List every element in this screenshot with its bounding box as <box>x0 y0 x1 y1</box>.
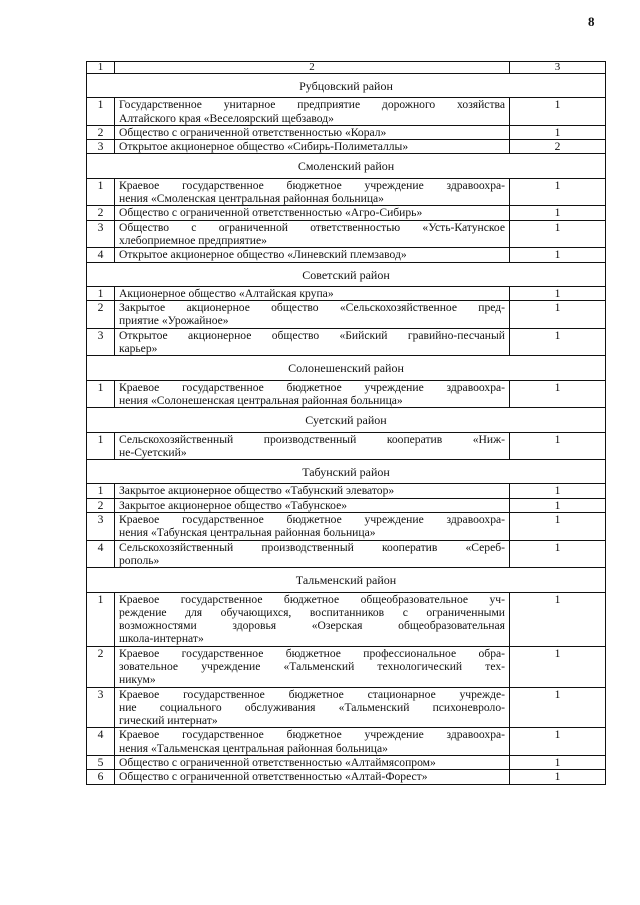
enterprise-name-line: Краевое государственное бюджетное учреждение здравоохра- <box>119 178 505 192</box>
quota-count: 1 <box>510 220 606 248</box>
enterprise-name-line: Краевое государственное бюджетное стационарное учрежде- <box>119 687 505 701</box>
quota-count: 1 <box>510 98 606 126</box>
enterprise-name-line: Краевое государственное бюджетное профессиональное обра- <box>119 646 505 660</box>
quota-count: 1 <box>510 301 606 329</box>
enterprise-name <box>115 206 510 220</box>
row-number: 2 <box>87 301 115 329</box>
row-number: 1 <box>87 432 115 460</box>
page-number: 8 <box>588 14 595 29</box>
enterprise-name-line: Краевое государственное бюджетное учреждение здравоохра- <box>119 728 505 742</box>
enterprise-name-line: Открытое акционерное общество «Сибирь-Полиметаллы» <box>119 140 409 154</box>
enterprise-name-line: не-Суетский» <box>119 445 187 459</box>
enterprise-name <box>115 770 510 784</box>
enterprise-name <box>115 484 510 498</box>
row-number: 3 <box>87 513 115 541</box>
table-row <box>87 178 606 206</box>
enterprise-name-line: Акционерное общество «Алтайская крупа» <box>119 286 334 300</box>
quota-count: 1 <box>510 646 606 687</box>
table-row <box>87 206 606 220</box>
enterprise-name-line: нения «Смоленская центральная районная больница» <box>119 192 384 206</box>
enterprise-name <box>115 592 510 646</box>
row-number: 2 <box>87 125 115 139</box>
enterprise-name-line: нения «Солонешенская центральная районная больница» <box>119 393 403 407</box>
enterprise-name-line: Открытое акционерное общество «Бийский гравийно-песчаный <box>119 328 505 342</box>
table-row <box>87 592 606 646</box>
enterprise-name-line: Открытое акционерное общество «Линевский племзавод» <box>119 248 407 262</box>
quota-count: 1 <box>510 432 606 460</box>
quota-count: 1 <box>510 484 606 498</box>
quota-count: 1 <box>510 206 606 220</box>
enterprise-name <box>115 380 510 408</box>
district-header-row <box>87 154 606 178</box>
district-name: Солонешенский район <box>87 356 606 380</box>
row-number: 1 <box>87 178 115 206</box>
table-row <box>87 328 606 356</box>
enterprise-name <box>115 513 510 541</box>
district-header-row <box>87 408 606 432</box>
row-number: 4 <box>87 540 115 568</box>
enterprise-name-line: Сельскохозяйственный производственный кооператив «Сереб- <box>119 540 505 554</box>
district-header-row <box>87 262 606 286</box>
enterprise-name <box>115 498 510 512</box>
column-number-3: 3 <box>510 62 606 74</box>
row-number: 4 <box>87 248 115 262</box>
enterprise-name-line: Закрытое акционерное общество «Табунское» <box>119 498 348 512</box>
enterprise-name-line: нения «Табунская центральная районная больница» <box>119 526 376 540</box>
enterprise-name-line: Общество с ограниченной ответственностью «Усть-Катунское <box>119 220 505 234</box>
quota-count: 1 <box>510 756 606 770</box>
enterprise-name <box>115 432 510 460</box>
quota-count: 1 <box>510 125 606 139</box>
enterprise-name <box>115 98 510 126</box>
enterprise-name <box>115 301 510 329</box>
enterprise-name-line: возможностями здоровья «Озерская общеобразовательная <box>119 619 505 633</box>
enterprise-name-line: Закрытое акционерное общество «Сельскохозяйственное пред- <box>119 301 505 315</box>
district-header-row <box>87 460 606 484</box>
enterprise-name-line: приятие «Урожайное» <box>119 314 229 328</box>
enterprise-name <box>115 687 510 728</box>
row-number: 1 <box>87 592 115 646</box>
enterprise-name-line: Краевое государственное бюджетное общеобразовательное уч- <box>119 592 505 606</box>
quota-count: 1 <box>510 513 606 541</box>
table-row <box>87 98 606 126</box>
enterprise-name <box>115 140 510 154</box>
enterprise-name-line: Краевое государственное бюджетное учреждение здравоохра- <box>119 380 505 394</box>
district-header-row <box>87 74 606 98</box>
row-number: 1 <box>87 380 115 408</box>
row-number: 4 <box>87 728 115 756</box>
enterprise-name-line: рополь» <box>119 553 160 567</box>
quota-count: 1 <box>510 592 606 646</box>
district-name: Табунский район <box>87 460 606 484</box>
enterprise-name-line: ние социального обслуживания «Тальменский психоневроло- <box>119 700 505 714</box>
enterprise-name-line: никум» <box>119 673 156 687</box>
enterprise-name-line: школа-интернат» <box>119 632 204 646</box>
enterprise-name-line: Общество с ограниченной ответственностью «Агро-Сибирь» <box>119 206 423 220</box>
table-row <box>87 728 606 756</box>
quota-count: 1 <box>510 687 606 728</box>
row-number: 1 <box>87 286 115 300</box>
quota-count: 1 <box>510 178 606 206</box>
enterprise-name <box>115 178 510 206</box>
enterprise-name <box>115 125 510 139</box>
enterprise-name-line: Алтайского края «Веселоярский щебзавод» <box>119 111 334 125</box>
district-header-row <box>87 356 606 380</box>
quota-count: 1 <box>510 380 606 408</box>
enterprise-name <box>115 540 510 568</box>
table-row <box>87 125 606 139</box>
enterprise-name-line: Общество с ограниченной ответственностью «Алтай-Форест» <box>119 770 428 784</box>
row-number: 2 <box>87 646 115 687</box>
district-name: Тальменский район <box>87 568 606 592</box>
table-row <box>87 687 606 728</box>
column-number-2: 2 <box>115 62 510 74</box>
table-row <box>87 540 606 568</box>
enterprise-name <box>115 756 510 770</box>
enterprise-name <box>115 728 510 756</box>
quota-count: 1 <box>510 728 606 756</box>
quota-count: 1 <box>510 328 606 356</box>
row-number: 2 <box>87 498 115 512</box>
row-number: 1 <box>87 484 115 498</box>
table-row <box>87 770 606 784</box>
enterprise-name-line: зовательное учреждение «Тальменский технологический тех- <box>119 659 505 673</box>
enterprise-name-line: Общество с ограниченной ответственностью «Алтаймясопром» <box>119 756 436 770</box>
row-number: 1 <box>87 98 115 126</box>
table-row <box>87 513 606 541</box>
column-number-row <box>87 62 606 74</box>
table-row <box>87 432 606 460</box>
enterprise-name <box>115 328 510 356</box>
enterprise-name-line: реждение для обучающихся, воспитанников с ограниченными <box>119 605 505 619</box>
enterprise-name-line: Сельскохозяйственный производственный кооператив «Ниж- <box>119 432 505 446</box>
enterprise-name-line: карьер» <box>119 342 158 356</box>
row-number: 6 <box>87 770 115 784</box>
enterprise-name <box>115 248 510 262</box>
table-row <box>87 248 606 262</box>
table-row <box>87 756 606 770</box>
table-row <box>87 380 606 408</box>
table-row <box>87 301 606 329</box>
table-row <box>87 286 606 300</box>
table-body <box>87 62 606 785</box>
district-name: Суетский район <box>87 408 606 432</box>
enterprise-name-line: Закрытое акционерное общество «Табунский элеватор» <box>119 484 395 498</box>
quota-count: 1 <box>510 286 606 300</box>
table-row <box>87 220 606 248</box>
quota-count: 1 <box>510 540 606 568</box>
enterprise-name-line: Краевое государственное бюджетное учреждение здравоохра- <box>119 513 505 527</box>
table-row <box>87 498 606 512</box>
district-name: Советский район <box>87 262 606 286</box>
enterprise-name-line: Государственное унитарное предприятие дорожного хозяйства <box>119 98 505 112</box>
quota-count: 1 <box>510 248 606 262</box>
column-number-1: 1 <box>87 62 115 74</box>
row-number: 2 <box>87 206 115 220</box>
enterprise-name-line: хлебоприемное предприятие» <box>119 233 267 247</box>
row-number: 3 <box>87 328 115 356</box>
enterprise-name-line: гический интернат» <box>119 714 218 728</box>
table-row <box>87 646 606 687</box>
enterprise-name <box>115 286 510 300</box>
district-name: Смоленский район <box>87 154 606 178</box>
district-header-row <box>87 568 606 592</box>
row-number: 3 <box>87 220 115 248</box>
row-number: 5 <box>87 756 115 770</box>
quota-count: 1 <box>510 770 606 784</box>
enterprise-name-line: нения «Тальменская центральная районная больница» <box>119 741 388 755</box>
row-number: 3 <box>87 140 115 154</box>
row-number: 3 <box>87 687 115 728</box>
enterprise-table <box>86 61 606 785</box>
quota-count: 1 <box>510 498 606 512</box>
enterprise-name-line: Общество с ограниченной ответственностью «Корал» <box>119 125 387 139</box>
enterprise-name <box>115 646 510 687</box>
enterprise-name <box>115 220 510 248</box>
quota-count: 2 <box>510 140 606 154</box>
table-row <box>87 484 606 498</box>
district-name: Рубцовский район <box>87 74 606 98</box>
table-row <box>87 140 606 154</box>
